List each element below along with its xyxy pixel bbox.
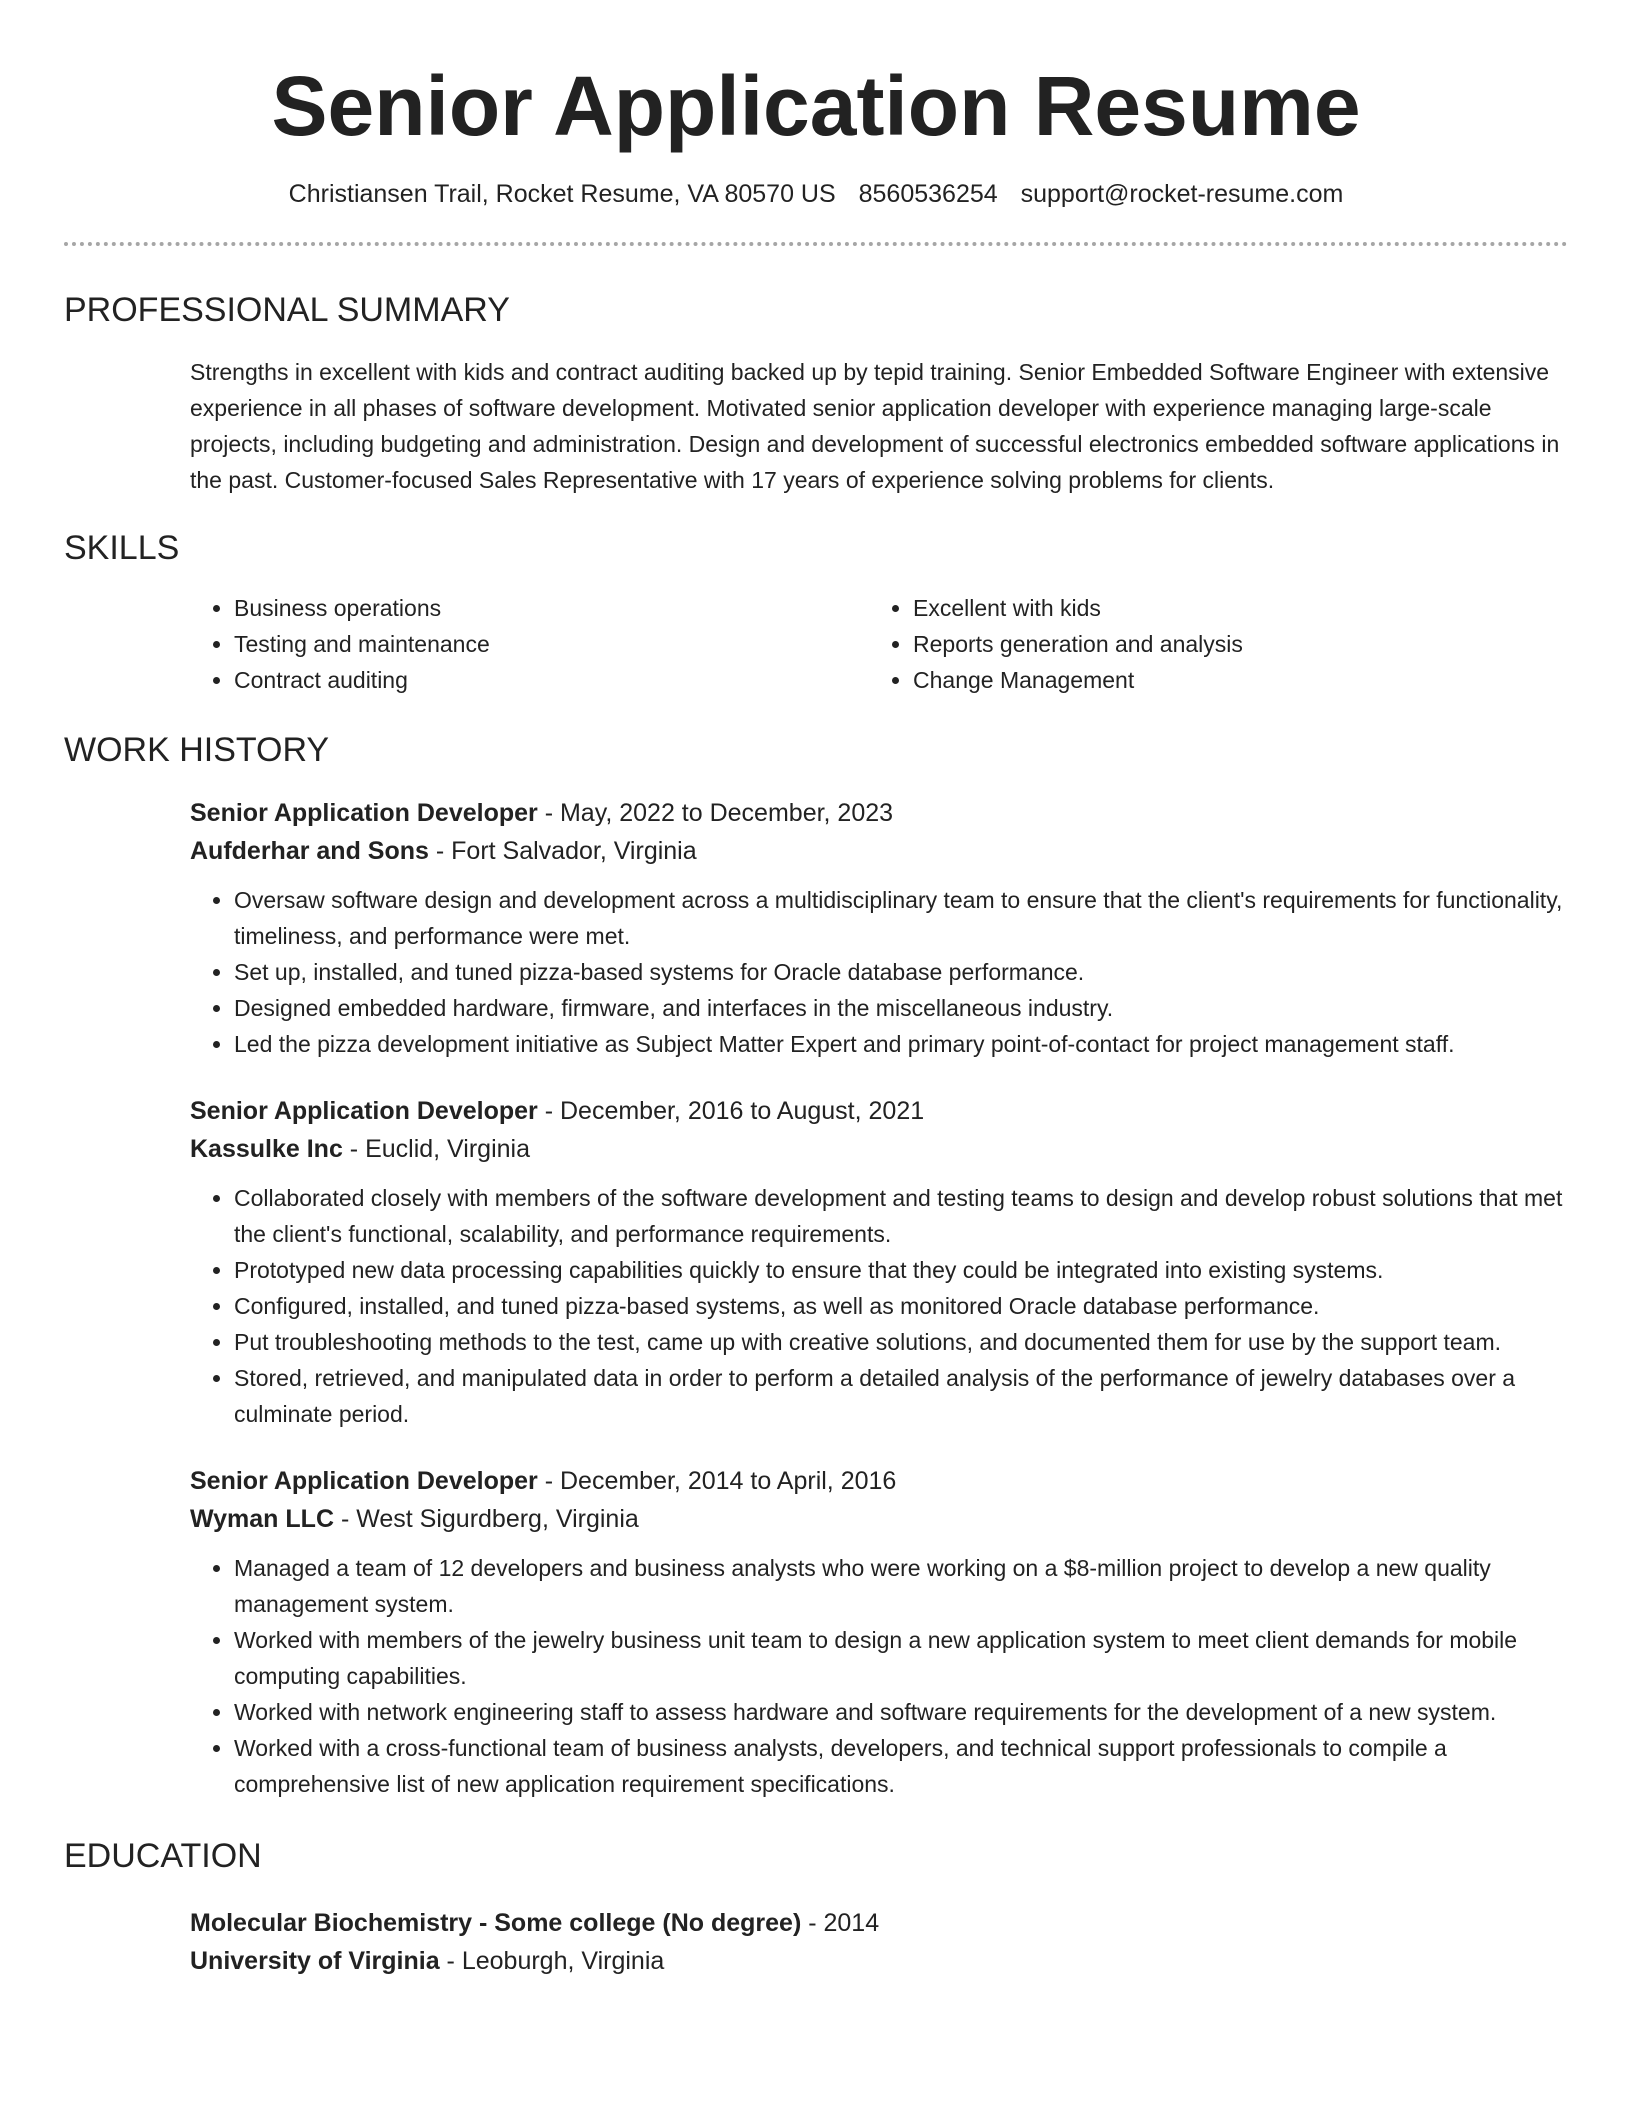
contact-line [64, 178, 1568, 210]
job-company-line [190, 1500, 1568, 1538]
resume-title: Senior Application Resume [271, 59, 1361, 153]
job-dates: - December, 2014 to April, 2016 [537, 1467, 897, 1495]
education-school: University of Virginia [190, 1947, 440, 1975]
skill-item: • Contract auditing [234, 662, 869, 698]
skill-item: • Change Management [913, 662, 1548, 698]
skill-item: • Excellent with kids [913, 590, 1548, 626]
job-title-line [190, 1092, 1568, 1130]
job-company-line [190, 832, 1568, 870]
job-bullet: • Worked with a cross-functional team of business analysts, developers, and technical support professionals to compile a comprehensive list of new application requirement specifications. [234, 1730, 1568, 1802]
job-title: Senior Application Developer [190, 1097, 538, 1125]
job-bullet: • Worked with network engineering staff to assess hardware and software requirements for the development of a new system. [234, 1694, 1568, 1730]
education-year: - 2014 [801, 1909, 880, 1937]
job-company-line [190, 1130, 1568, 1168]
job-dates: - May, 2022 to December, 2023 [537, 799, 894, 827]
job-bullet: • Stored, retrieved, and manipulated data in order to perform a detailed analysis of the performance of jewelry databases over a culminate period. [234, 1360, 1568, 1432]
skills-heading: SKILLS [64, 529, 180, 567]
job-entry [64, 1462, 1568, 1802]
job-title: Senior Application Developer [190, 799, 538, 827]
skill-item: • Testing and maintenance [234, 626, 869, 662]
job-bullet: • Prototyped new data processing capabilities quickly to ensure that they could be integrated into existing systems. [234, 1252, 1568, 1288]
summary-heading: PROFESSIONAL SUMMARY [64, 291, 510, 329]
job-company: Kassulke Inc [190, 1135, 343, 1163]
education-heading: EDUCATION [64, 1837, 262, 1875]
skill-item: • Reports generation and analysis [913, 626, 1548, 662]
job-location: - Euclid, Virginia [342, 1135, 530, 1163]
education-degree: Molecular Biochemistry - Some college (No degree) [190, 1909, 802, 1937]
education-entry [64, 1904, 1568, 1980]
job-title: Senior Application Developer [190, 1467, 538, 1495]
contact-email: support@rocket-resume.com [1020, 180, 1344, 208]
education-school-line [190, 1942, 1568, 1980]
job-title-line [190, 1462, 1568, 1500]
skills-column-left [190, 590, 869, 698]
job-location: - West Sigurdberg, Virginia [334, 1505, 639, 1533]
job-bullet: • Configured, installed, and tuned pizza-based systems, as well as monitored Oracle database performance. [234, 1288, 1568, 1324]
education-degree-line [190, 1904, 1568, 1942]
contact-phone: 8560536254 [858, 180, 998, 208]
skills-column-right [869, 590, 1548, 698]
work-history-heading: WORK HISTORY [64, 731, 330, 769]
job-bullets [190, 882, 1568, 1062]
job-bullets [190, 1550, 1568, 1802]
job-company: Wyman LLC [190, 1505, 334, 1533]
job-bullet: • Led the pizza development initiative as Subject Matter Expert and primary point-of-contact for project management staff. [234, 1026, 1568, 1062]
job-dates: - December, 2016 to August, 2021 [537, 1097, 925, 1125]
job-company: Aufderhar and Sons [190, 837, 429, 865]
job-bullet: • Collaborated closely with members of the software development and testing teams to design and develop robust solutions that met the client's functional, scalability, and performance requirements. [234, 1180, 1568, 1252]
job-bullet: • Put troubleshooting methods to the test, came up with creative solutions, and documented them for use by the support team. [234, 1324, 1568, 1360]
summary-text: Strengths in excellent with kids and contract auditing backed up by tepid training. Senior Embedded Software Engineer with extensive experience in all phases of software development. Motivated senior application developer with experience managing large-scale projects, including budgeting and administration. Design and development of successful electronics embedded software applications in the past. Customer-focused Sales Representative with 17 years of experience solving problems for clients. [190, 359, 1560, 493]
education-location: - Leoburgh, Virginia [439, 1947, 665, 1975]
job-bullet: • Oversaw software design and development across a multidisciplinary team to ensure that the client's requirements for functionality, timeliness, and performance were met. [234, 882, 1568, 954]
job-entry [64, 794, 1568, 1062]
job-title-line [190, 794, 1568, 832]
job-location: - Fort Salvador, Virginia [428, 837, 697, 865]
job-bullets [190, 1180, 1568, 1432]
skills-list [64, 590, 1568, 698]
contact-address: Christiansen Trail, Rocket Resume, VA 80570 US [288, 180, 836, 208]
job-bullet: • Designed embedded hardware, firmware, and interfaces in the miscellaneous industry. [234, 990, 1568, 1026]
job-bullet: • Worked with members of the jewelry business unit team to design a new application system to meet client demands for mobile computing capabilities. [234, 1622, 1568, 1694]
header-divider [64, 242, 1568, 246]
job-bullet: • Set up, installed, and tuned pizza-based systems for Oracle database performance. [234, 954, 1568, 990]
job-entry [64, 1092, 1568, 1432]
job-bullet: • Managed a team of 12 developers and business analysts who were working on a $8-million project to develop a new quality management system. [234, 1550, 1568, 1622]
skill-item: • Business operations [234, 590, 869, 626]
